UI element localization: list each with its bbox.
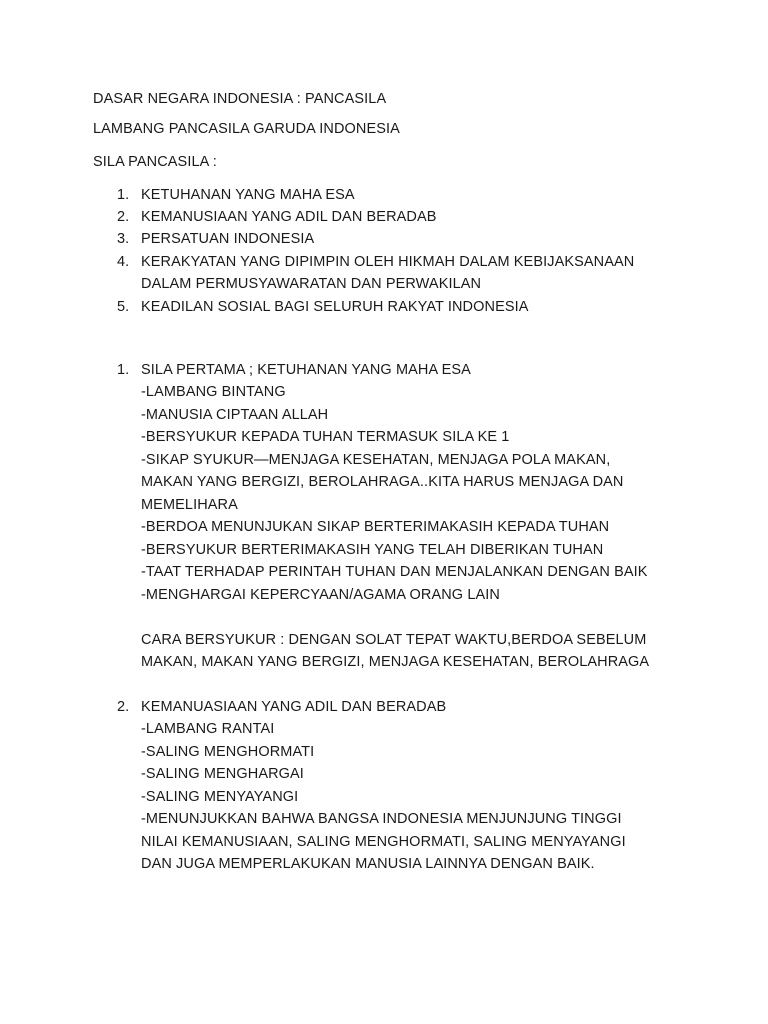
section-line: MEMELIHARA xyxy=(141,497,238,513)
list-number: 4. xyxy=(117,254,130,270)
list-number: 5. xyxy=(117,299,130,315)
section-line: -BERSYUKUR BERTERIMAKASIH YANG TELAH DIBERIKAN TUHAN xyxy=(141,542,604,558)
section-line: DAN JUGA MEMPERLAKUKAN MANUSIA LAINNYA DENGAN BAIK. xyxy=(141,856,595,872)
list-number: 3. xyxy=(117,231,130,247)
section-line: MAKAN YANG BERGIZI, BEROLAHRAGA..KITA HARUS MENJAGA DAN xyxy=(141,474,624,490)
section-line: -BERDOA MENUNJUKAN SIKAP BERTERIMAKASIH KEPADA TUHAN xyxy=(141,519,610,535)
dasar-negara-text: DASAR NEGARA INDONESIA : PANCASILA xyxy=(93,91,387,107)
section-line: -MENGHARGAI KEPERCYAAN/AGAMA ORANG LAIN xyxy=(141,587,500,603)
section-number: 1. xyxy=(117,362,130,378)
list-item: KETUHANAN YANG MAHA ESA xyxy=(141,187,355,203)
list-item: PERSATUAN INDONESIA xyxy=(141,231,315,247)
list-item: KERAKYATAN YANG DIPIMPIN OLEH HIKMAH DALAM KEBIJAKSANAAN xyxy=(141,254,635,270)
section-line: NILAI KEMANUSIAAN, SALING MENGHORMATI, SALING MENYAYANGI xyxy=(141,834,626,850)
section-title: KEMANUASIAAN YANG ADIL DAN BERADAB xyxy=(141,699,447,715)
section-line: -TAAT TERHADAP PERINTAH TUHAN DAN MENJALANKAN DENGAN BAIK xyxy=(141,564,648,580)
section-line: -LAMBANG RANTAI xyxy=(141,721,275,737)
cara-bersyukur-line: CARA BERSYUKUR : DENGAN SOLAT TEPAT WAKTU,BERDOA SEBELUM xyxy=(141,632,647,648)
section-line: -SALING MENGHORMATI xyxy=(141,744,315,760)
lambang-text: LAMBANG PANCASILA GARUDA INDONESIA xyxy=(93,121,400,137)
section-line: -SALING MENGHARGAI xyxy=(141,766,304,782)
section-line: -LAMBANG BINTANG xyxy=(141,384,286,400)
list-item: KEMANUSIAAN YANG ADIL DAN BERADAB xyxy=(141,209,437,225)
list-number: 2. xyxy=(117,209,130,225)
list-item-continuation: DALAM PERMUSYAWARATAN DAN PERWAKILAN xyxy=(141,276,482,292)
section-line: -MENUNJUKKAN BAHWA BANGSA INDONESIA MENJUNJUNG TINGGI xyxy=(141,811,622,827)
section-line: -SALING MENYAYANGI xyxy=(141,789,299,805)
sila-heading: SILA PANCASILA : xyxy=(93,154,217,170)
section-number: 2. xyxy=(117,699,130,715)
list-item: KEADILAN SOSIAL BAGI SELURUH RAKYAT INDONESIA xyxy=(141,299,529,315)
section-line: -SIKAP SYUKUR—MENJAGA KESEHATAN, MENJAGA POLA MAKAN, xyxy=(141,452,611,468)
cara-bersyukur-line: MAKAN, MAKAN YANG BERGIZI, MENJAGA KESEHATAN, BEROLAHRAGA xyxy=(141,654,650,670)
section-line: -BERSYUKUR KEPADA TUHAN TERMASUK SILA KE 1 xyxy=(141,429,510,445)
list-number: 1. xyxy=(117,187,130,203)
section-title: SILA PERTAMA ; KETUHANAN YANG MAHA ESA xyxy=(141,362,471,378)
section-line: -MANUSIA CIPTAAN ALLAH xyxy=(141,407,329,423)
